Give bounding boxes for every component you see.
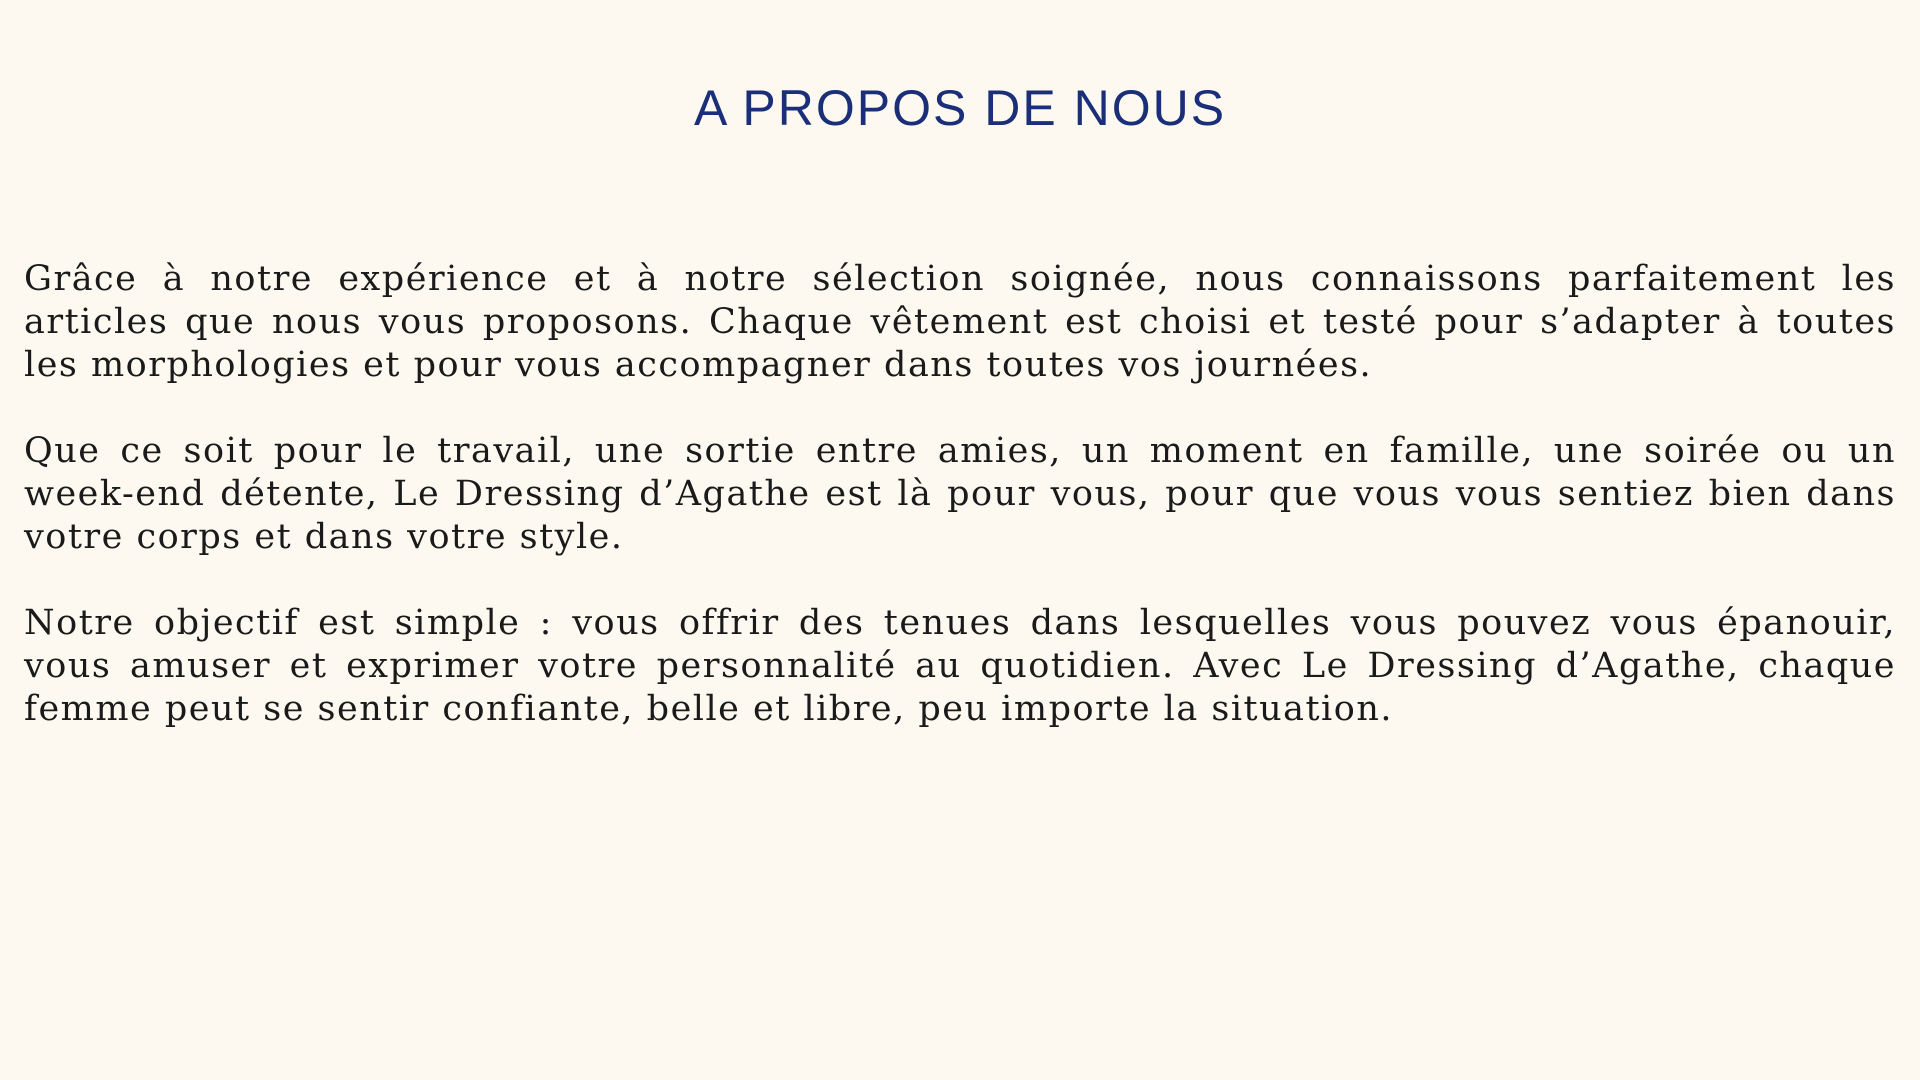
about-paragraph-experience: Grâce à notre expérience et à notre sélection soignée, nous connaissons parfaitement les articles que nous vous proposons. Chaque vêtement est choisi et testé pour s’adapter à toutes les morphologies et pour vous accompagner dans toutes vos journées. [24,259,1896,385]
about-content [24,258,1896,774]
about-paragraph-occasions: Que ce soit pour le travail, une sortie entre amies, un moment en famille, une soirée ou un week-end détente, Le Dressing d’Agathe est là pour vous, pour que vous vous sentiez bien dans votre corps et dans votre style. [24,431,1896,557]
page-title: A PROPOS DE NOUS [693,80,1227,136]
about-paragraph-objective: Notre objectif est simple : vous offrir des tenues dans lesquelles vous pouvez vous épanouir, vous amuser et exprimer votre personnalité au quotidien. Avec Le Dressing d’Agathe, chaque femme peut se sentir confiante, belle et libre, peu importe la situation. [24,603,1896,729]
